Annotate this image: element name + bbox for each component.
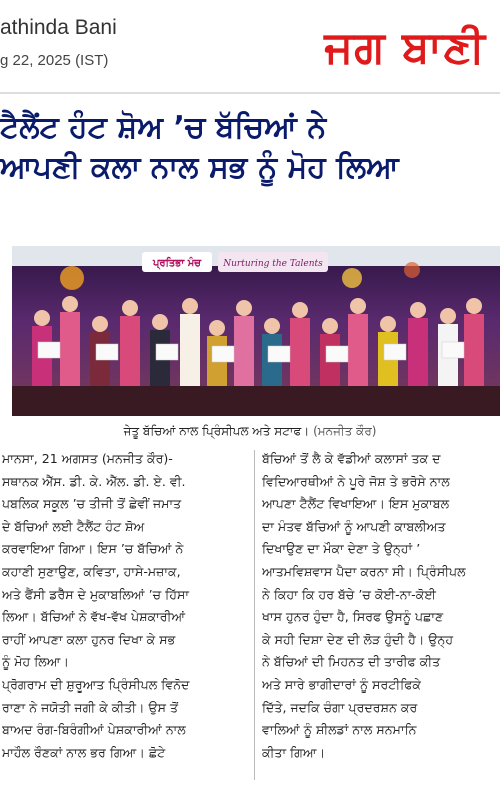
article-text-line: ਦੇ ਬੱਚਿਆਂ ਲਈ ਟੈਲੈਂਟ ਹੰਟ ਸ਼ੋਅ [2,518,145,534]
article-text-line: ਕੇ ਸਹੀ ਦਿਸ਼ਾ ਦੇਣ ਦੀ ਲੋੜ ਹੁੰਦੀ ਹੈ। ਉਨ੍ਹ [262,631,454,647]
article-text-line: ਪਬਲਿਕ ਸਕੂਲ ’ਚ ਤੀਜੀ ਤੋਂ ਛੇਵੀਂ ਜਮਾਤ [2,496,182,512]
article-text-line: ਨੂੰ ਮੋਹ ਲਿਆ। [2,654,69,670]
svg-text:Nurturing the Talents: Nurturing the Talents [223,259,323,269]
headline-line-1: ਟੈਲੈਂਟ ਹੰਟ ਸ਼ੋਅ ’ਚ ਬੱਚਿਆਂ ਨੇ [0,110,327,145]
article-text-line: ਖਾਸ ਹੁਨਰ ਹੁੰਦਾ ਹੈ, ਸਿਰਫ ਉਸਨੂੰ ਪਛਾਣ [262,609,444,625]
article-text-line: ਦਿਖਾਉਣ ਦਾ ਮੌਕਾ ਦੇਣਾ ਤੇ ਉਨ੍ਹਾਂ ’ [262,541,421,557]
headline-line-2: ਆਪਣੀ ਕਲਾ ਨਾਲ ਸਭ ਨੂੰ ਮੋਹ ਲਿਆ [0,150,399,185]
article-photo [12,246,500,416]
event-photo-illustration [12,246,500,416]
article-text-line: ਪ੍ਰੋਗਰਾਮ ਦੀ ਸ਼ੁਰੂਆਤ ਪ੍ਰਿੰਸੀਪਲ ਵਿਨੋਦ [2,676,190,692]
article-text-line: ਵਾਲਿਆਂ ਨੂੰ ਸ਼ੀਲਡਾਂ ਨਾਲ ਸਨਮਾਨਿ [262,722,417,738]
article-body [0,448,500,785]
article-text-line: ਅਤੇ ਫੈਂਸੀ ਡਰੈੱਸ ਦੇ ਮੁਕਾਬਲਿਆਂ ’ਚ ਹਿੱਸਾ [2,586,189,602]
photo-caption [0,424,500,439]
article-text-line: ਨੇ ਕਿਹਾ ਕਿ ਹਰ ਬੱਚੇ ’ਚ ਕੋਈ-ਨਾ-ਕੋਈ [262,586,437,602]
article-text-line: ਨੇ ਬੱਚਿਆਂ ਦੀ ਮਿਹਨਤ ਦੀ ਤਾਰੀਫ ਕੀਤ [262,654,441,670]
article-text-line: ਸਥਾਨਕ ਐੱਸ. ਡੀ. ਕੇ. ਐੱਲ. ਡੀ. ਏ. ਵੀ. [2,473,186,489]
article-text-line: ਰਾਹੀਂ ਆਪਣਾ ਕਲਾ ਹੁਨਰ ਦਿਖਾ ਕੇ ਸਭ [2,631,176,647]
article-text-line: ਕੀਤਾ ਗਿਆ। [262,744,326,760]
article-text-line: ਕਹਾਣੀ ਸੁਣਾਉਣ, ਕਵਿਤਾ, ਹਾਸੇ-ਮਜ਼ਾਕ, [2,563,181,579]
article-text-line: ਵਿਦਿਆਰਥੀਆਂ ਨੇ ਪੂਰੇ ਜੋਸ਼ ਤੇ ਭਰੋਸੇ ਨਾਲ [262,473,450,489]
article-text-line: ਰਾਣਾ ਨੇ ਜਯੋਤੀ ਜਗੀ ਕੇ ਕੀਤੀ। ਉਸ ਤੋਂ [2,699,179,715]
article-column-right [262,448,500,764]
article-headline [0,108,500,188]
article-text-line: ਮਾਨਸਾ, 21 ਅਗਸਤ (ਮਨਜੀਤ ਕੌਰ)- [2,451,173,466]
caption-credit: (ਮਨਜੀਤ ਕੌਰ) [313,424,377,438]
article-text-line: ਬਾਅਦ ਰੰਗ-ਬਿਰੰਗੀਆਂ ਪੇਸ਼ਕਾਰੀਆਂ ਨਾਲ [2,722,186,738]
article-text-line: ਆਤਮਵਿਸ਼ਵਾਸ ਪੈਦਾ ਕਰਨਾ ਸੀ। ਪ੍ਰਿੰਸੀਪਲ [262,563,466,579]
article-text-line: ਲਿਆ। ਬੱਚਿਆਂ ਨੇ ਵੱਖ-ਵੱਖ ਪੇਸ਼ਕਾਰੀਆਂ [2,609,186,625]
publish-date: g 22, 2025 (IST) [0,52,109,69]
header-divider [0,92,500,94]
article-text-line: ਆਪਣਾ ਟੈਲੈਂਟ ਵਿਖਾਇਆ। ਇਸ ਮੁਕਾਬਲ [262,496,450,512]
article-text-line: ਮਾਹੌਲ ਰੌਣਕਾਂ ਨਾਲ ਭਰ ਗਿਆ। ਛੋਟੇ [2,744,166,760]
brand-logo: ਜਗ ਬਾਣੀ [324,22,486,73]
svg-text:ਪ੍ਰਤਿਭਾ ਮੰਚ: ਪ੍ਰਤਿਭਾ ਮੰਚ [152,258,202,269]
article-text-line: ਦਿੱਤੇ, ਜਦਕਿ ਚੰਗਾ ਪ੍ਰਦਰਸ਼ਨ ਕਰ [262,699,418,715]
article-text-line: ਅਤੇ ਸਾਰੇ ਭਾਗੀਦਾਰਾਂ ਨੂੰ ਸਰਟੀਫਿਕੇ [262,676,422,692]
article-text-line: ਦਾ ਮੰਤਵ ਬੱਚਿਆਂ ਨੂੰ ਆਪਣੀ ਕਾਬਲੀਅਤ [262,518,446,534]
article-column-left [2,448,246,764]
caption-text: ਜੇਤੂ ਬੱਚਿਆਂ ਨਾਲ ਪ੍ਰਿੰਸੀਪਲ ਅਤੇ ਸਟਾਫ। [123,424,310,438]
article-text-line: ਕਰਵਾਇਆ ਗਿਆ। ਇਸ ’ਚ ਬੱਚਿਆਂ ਨੇ [2,541,184,557]
article-text-line: ਬੱਚਿਆਂ ਤੋਂ ਲੈ ਕੇ ਵੱਡੀਆਂ ਕਲਾਸਾਂ ਤਕ ਦ [262,451,441,466]
column-divider [254,450,255,780]
source-header [0,0,500,90]
source-name: athinda Bani [0,16,117,39]
